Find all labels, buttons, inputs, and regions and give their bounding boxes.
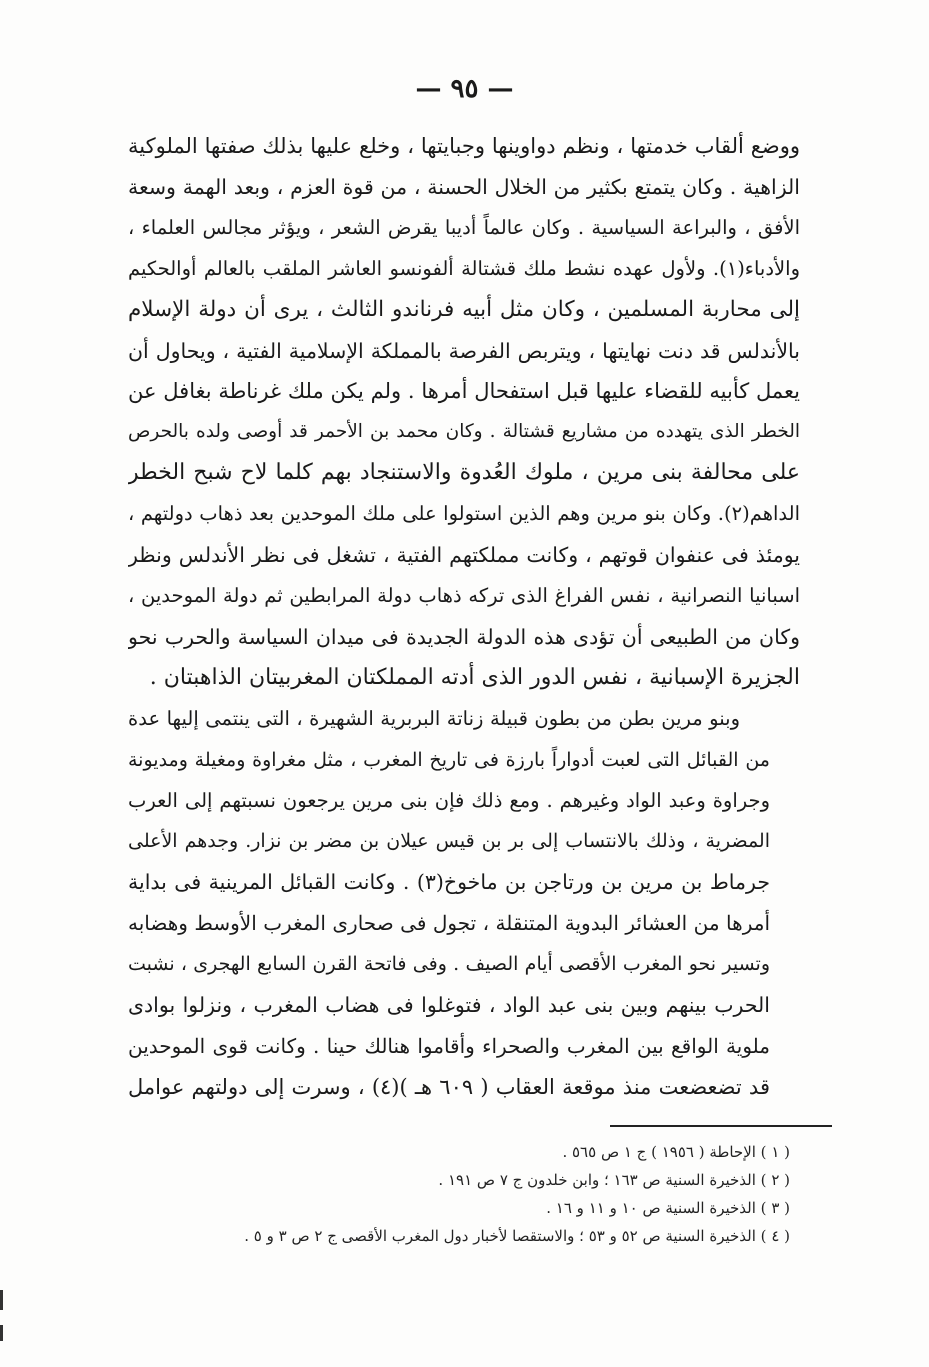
text-line: الأفق ، والبراعة السياسية . وكان عالماً أديبا يقرض الشعر ، ويؤثر مجالس العلماء ، [128, 215, 800, 239]
footnote-3: ( ٣ ) الذخيرة السنية ص ١٠ و ١١ و ١٦ . [546, 1199, 790, 1217]
text-line: ووضع ألقاب خدمتها ، ونظم دواوينها وجبايتها ، وخلع عليها بذلك صفتها الملوكية [128, 134, 800, 158]
footnote-1: ( ١ ) الإحاطة ( ١٩٥٦ ) ج ١ ص ٥٦٥ . [562, 1143, 790, 1161]
text-line: بالأندلس قد دنت نهايتها ، ويتربص الفرصة بالمملكة الإسلامية الفتية ، ويحاول أن [128, 338, 800, 363]
footnote-4: ( ٤ ) الذخيرة السنية ص ٥٢ و ٥٣ ؛ والاستقصا لأخبار دول المغرب الأقصى ج ٢ ص ٣ و ٥ . [244, 1227, 790, 1245]
text-line: وكان من الطبيعى أن تؤدى هذه الدولة الجديدة فى ميدان السياسة والحرب نحو [128, 624, 800, 649]
text-line: اسبانيا النصرانية ، نفس الفراغ الذى تركه ذهاب دولة المرابطين ثم دولة الموحدين ، [128, 583, 800, 607]
text-line: الزاهية . وكان يتمتع بكثير من الخلال الحسنة ، من قوة العزم ، وبعد الهمة وسعة [128, 174, 800, 199]
text-line: وبنو مرين بطن من بطون قبيلة زناتة البربرية الشهيرة ، التى ينتمى إليها عدة [128, 706, 740, 730]
text-line: يومئذ فى عنفوان قوتهم ، وكانت مملكتهم الفتية ، تشغل فى نظر الأندلس ونظر [128, 543, 800, 568]
text-line: ملوية الواقع بين المغرب والصحراء وأقاموا هنالك حينا . وكانت قوى الموحدين [128, 1033, 770, 1058]
text-line: والأدباء(١). ولأول عهده نشط ملك قشتالة ألفونسو العاشر الملقب بالعالم أوالحكيم [128, 256, 800, 280]
text-line: إلى محاربة المسلمين ، وكان مثل أبيه فرناندو الثالث ، يرى أن دولة الإسلام [128, 296, 800, 322]
scan-margin-mark [0, 1325, 3, 1341]
text-line: وتسير نحو المغرب الأقصى أيام الصيف . وفى فاتحة القرن السابع الهجرى ، نشبت [128, 953, 770, 976]
text-line: الجزيرة الإسبانية ، نفس الدور الذى أدته المملكتان المغربيتان الذاهبتان . [149, 664, 800, 690]
main-text [128, 126, 800, 1108]
paragraph-2 [128, 699, 800, 1108]
page-number: — ٩٥ — [415, 74, 514, 104]
footnotes [128, 1138, 796, 1250]
text-line: الحرب بينهم وبين بنى عبد الواد ، فتوغلوا فى هضاب المغرب ، ونزلوا بوادى [128, 993, 770, 1018]
footnote-separator [610, 1125, 832, 1127]
scan-margin-mark [0, 1290, 3, 1310]
paragraph-1 [128, 126, 800, 699]
text-line: الداهم(٢). وكان بنو مرين وهم الذين استولوا على ملك الموحدين بعد ذهاب دولتهم ، [128, 502, 800, 526]
footnote-2: ( ٢ ) الذخيرة السنية ص ١٦٣ ؛ وابن خلدون ج ٧ ص ١٩١ . [438, 1171, 790, 1189]
text-line: يعمل كأبيه للقضاء عليها قبل استفحال أمرها . ولم يكن ملك غرناطة بغافل عن [128, 379, 800, 404]
text-line: من القبائل التى لعبت أدواراً بارزة فى تاريخ المغرب ، مثل مغراوة ومغيلة ومديونة [128, 748, 770, 771]
text-line: أمرها من العشائر البدوية المتنقلة ، تجول فى صحارى المغرب الأوسط وهضابه [128, 911, 770, 936]
text-line: وجراوة وعبد الواد وغيرهم . ومع ذلك فإن بنى مرين يرجعون نسبتهم إلى العرب [128, 788, 770, 812]
text-line: الخطر الذى يتهدده من مشاريع قشتالة . وكان محمد بن الأحمر قد أوصى ولده بالحرص [128, 421, 800, 443]
text-line: المضرية ، وذلك بالانتساب إلى بر بن قيس عيلان بن مضر بن نزار. وجدهم الأعلى [128, 830, 770, 853]
text-line: جرماط بن مرين بن ورتاجن بن ماخوخ(٣) . وكانت القبائل المرينية فى بداية [128, 870, 770, 895]
text-line: قد تضعضعت منذ موقعة العقاب ( ٦٠٩ هـ )(٤) ، وسرت إلى دولتهم عوامل [128, 1074, 770, 1099]
text-line: على محالفة بنى مرين ، ملوك العُدوة والاستنجاد بهم كلما لاح شبح الخطر [128, 460, 800, 486]
